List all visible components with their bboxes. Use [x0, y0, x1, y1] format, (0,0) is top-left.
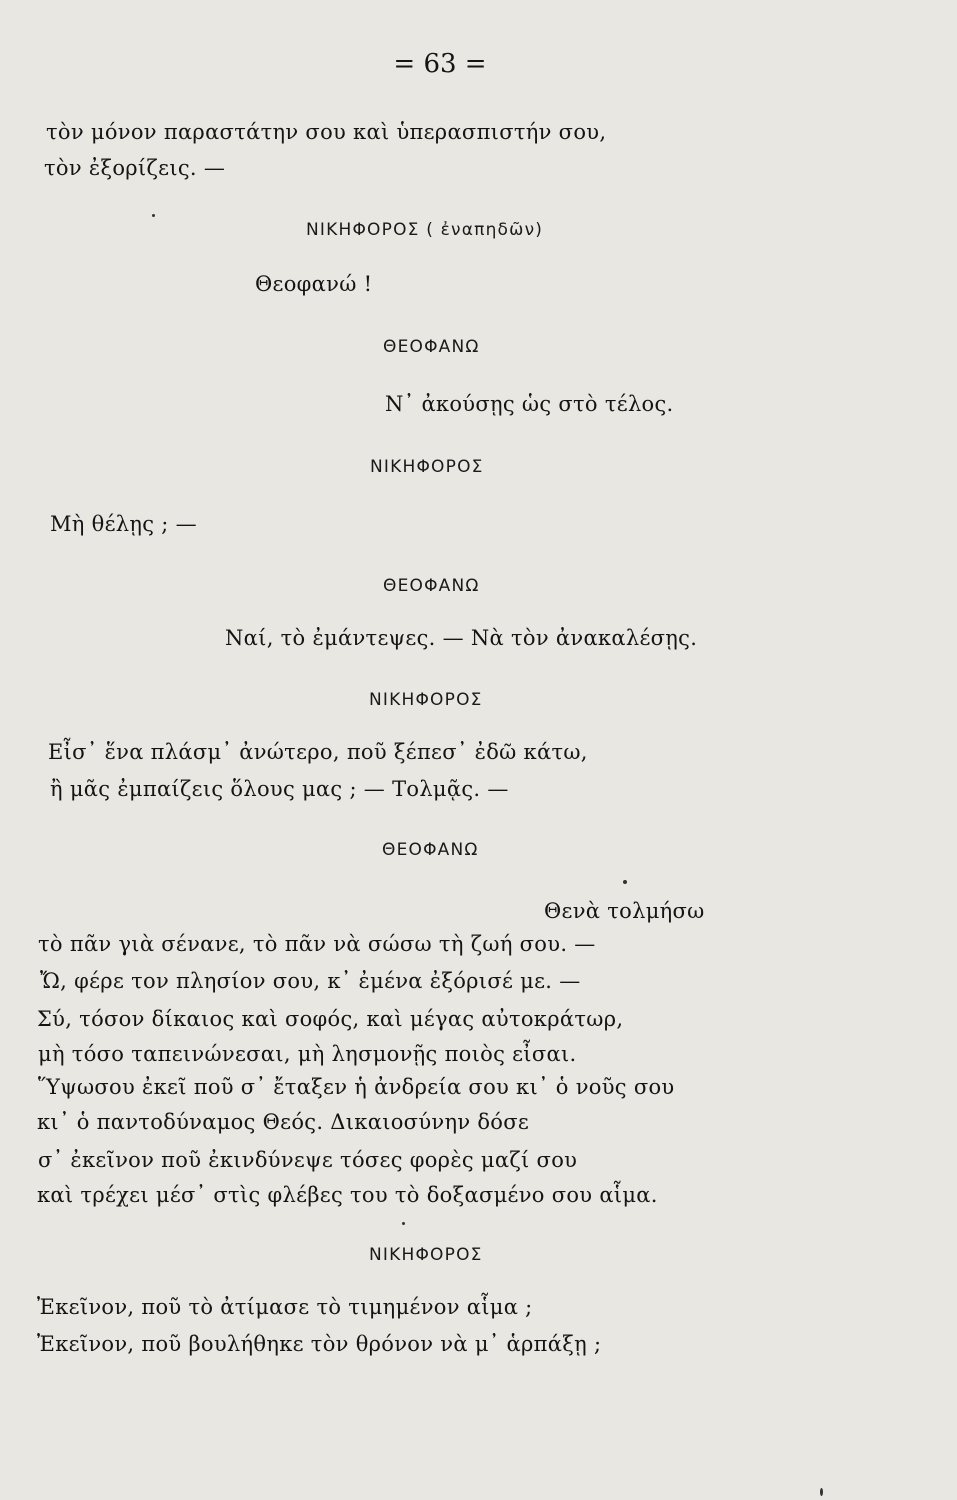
verse-line: ἢ μᾶς ἐμπαίζεις ὅλους μας ; — Τολμᾷς. — — [50, 777, 509, 801]
speaker-name: ΘΕΟΦΑΝΩ — [383, 576, 480, 596]
speaker-name: ΘΕΟΦΑΝΩ — [383, 337, 480, 357]
verse-line: Ναί, τὸ ἐμάντεψες. — Νὰ τὸν ἀνακαλέσῃς. — [225, 626, 698, 650]
paper-speck — [402, 1222, 405, 1225]
verse-line: μὴ τόσο ταπεινώνεσαι, μὴ λησμονῇς ποιὸς εἶσαι. — [38, 1042, 577, 1066]
verse-line: τὸν ἐξορίζεις. — — [44, 156, 226, 180]
paper-speck — [623, 880, 627, 884]
speaker-name: ΝΙΚΗΦΟΡΟΣ — [369, 1245, 483, 1265]
speaker-name: ΝΙΚΗΦΟΡΟΣ — [369, 690, 483, 710]
verse-line: σ᾿ ἐκεῖνον ποῦ ἐκινδύνεψε τόσες φορὲς μαζί σου — [38, 1148, 578, 1172]
speaker-name: ΝΙΚΗΦΟΡΟΣ — [370, 457, 484, 477]
speaker-name: ΘΕΟΦΑΝΩ — [382, 840, 479, 860]
paper-speck — [152, 214, 155, 217]
verse-line: Θενὰ τολμήσω — [544, 899, 705, 923]
verse-line: Ἐκεῖνον, ποῦ τὸ ἀτίμασε τὸ τιμημένον αἷμα ; — [37, 1295, 533, 1319]
verse-line: Ὤ, φέρε τον πλησίον σου, κ᾿ ἐμένα ἐξόρισέ με. — — [40, 969, 581, 993]
speaker-name: ΝΙΚΗΦΟΡΟΣ ( ἐναπηδῶν) — [306, 220, 544, 240]
verse-line: Θεοφανώ ! — [255, 272, 373, 296]
verse-line: καὶ τρέχει μέσ᾿ στὶς φλέβες του τὸ δοξασμένο σου αἷμα. — [37, 1183, 658, 1207]
verse-line: κι᾿ ὁ παντοδύναμος Θεός. Δικαιοσύνην δόσε — [37, 1110, 530, 1134]
verse-line: Ἐκεῖνον, ποῦ βουλήθηκε τὸν θρόνον νὰ μ᾿ ἁρπάξῃ ; — [37, 1332, 602, 1356]
paper-speck — [820, 1488, 823, 1496]
verse-line: Ν᾿ ἀκούσῃς ὡς στὸ τέλος. — [385, 392, 674, 416]
verse-line: Ὕψωσου ἐκεῖ ποῦ σ᾿ ἔταξεν ἡ ἀνδρεία σου κι᾿ ὁ νοῦς σου — [38, 1075, 675, 1099]
page-number: = 63 = — [393, 49, 487, 79]
verse-line: Εἶσ᾿ ἕνα πλάσμ᾿ ἀνώτερο, ποῦ ξέπεσ᾿ ἐδῶ κάτω, — [48, 740, 588, 764]
verse-line: τὸν μόνον παραστάτην σου καὶ ὑπερασπιστήν σου, — [46, 120, 607, 144]
verse-line: Σύ, τόσον δίκαιος καὶ σοφός, καὶ μέγας αὐτοκράτωρ, — [37, 1007, 624, 1031]
verse-line: τὸ πᾶν γιὰ σένανε, τὸ πᾶν νὰ σώσω τὴ ζωή σου. — — [38, 932, 596, 956]
verse-line: Μὴ θέλῃς ; — — [50, 512, 197, 536]
